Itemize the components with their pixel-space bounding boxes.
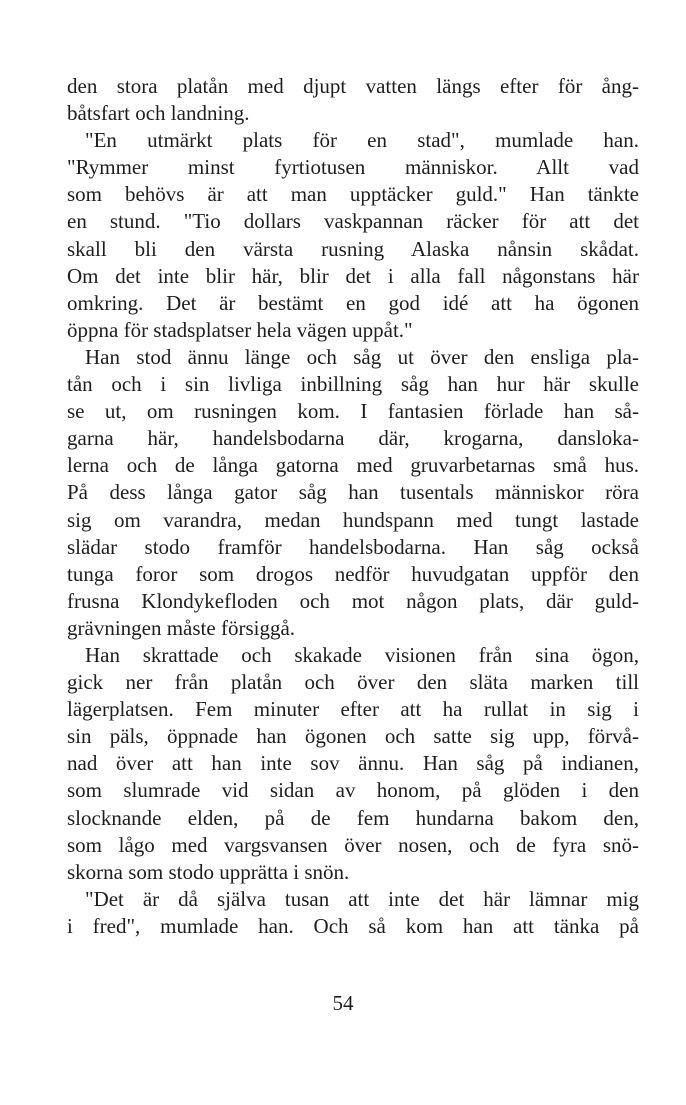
text-line: en stund. "Tio dollars vaskpannan räcker för att det [67, 209, 639, 234]
text-line: grävningen måste försiggå. [67, 615, 296, 640]
text-line: den stora platån med djupt vatten längs efter för ång- [67, 74, 639, 98]
text-line: i fred", mumlade han. Och så kom han att tänka på [67, 913, 639, 938]
page-text [67, 73, 639, 940]
text-line: lägerplatsen. Fem minuter efter att ha rullat in sig i [67, 697, 639, 722]
text-line: slocknande elden, på de fem hundarna bakom den, [67, 805, 639, 830]
text-line: båtsfart och landning. [67, 101, 250, 126]
text-line: nad över att han inte sov ännu. Han såg på indianen, [67, 751, 639, 776]
text-line: Han skrattade och skakade visionen från sina ögon, [85, 642, 639, 667]
text-line: "Det är då själva tusan att inte det här lämnar mig [85, 886, 639, 911]
text-line: öppna för stadsplatser hela vägen uppåt." [67, 317, 413, 342]
text-line: gick ner från platån och över den släta marken till [67, 670, 639, 695]
text-line: sig om varandra, medan hundspann med tungt lastade [67, 507, 639, 532]
page-number: 54 [332, 991, 354, 1015]
text-line: som behövs är att man upptäcker guld." Han tänkte [67, 182, 639, 207]
text-line: På dess långa gator såg han tusentals människor röra [67, 480, 639, 505]
text-line: som slumrade vid sidan av honom, på glöden i den [67, 778, 639, 803]
text-line: "En utmärkt plats för en stad", mumlade han. [85, 128, 639, 153]
text-line: Han stod ännu länge och såg ut över den ensliga pla- [85, 344, 639, 369]
text-line: garna här, handelsbodarna där, krogarna, dansloka- [67, 426, 639, 451]
text-line: tån och i sin livliga inbillning såg han hur här skulle [67, 372, 639, 397]
text-line: slädar stodo framför handelsbodarna. Han såg också [67, 534, 639, 559]
text-line: skorna som stodo upprätta i snön. [67, 859, 350, 884]
text-line: omkring. Det är bestämt en god idé att ha ögonen [67, 290, 639, 315]
text-line: Om det inte blir här, blir det i alla fall någonstans här [67, 263, 639, 288]
text-line: "Rymmer minst fyrtiotusen människor. Allt vad [67, 155, 639, 180]
text-line: lerna och de långa gatorna med gruvarbetarnas små hus. [67, 453, 639, 478]
text-line: tunga foror som drogos nedför huvudgatan uppför den [67, 561, 639, 586]
text-line: frusna Klondykefloden och mot någon plats, där guld- [67, 588, 639, 613]
text-line: skall bli den värsta rusning Alaska nånsin skådat. [67, 236, 639, 261]
text-line: sin päls, öppnade han ögonen och satte sig upp, förvå- [67, 724, 639, 749]
text-line: se ut, om rusningen kom. I fantasien förlade han så- [67, 399, 639, 424]
text-line: som lågo med vargsvansen över nosen, och de fyra snö- [67, 832, 639, 857]
